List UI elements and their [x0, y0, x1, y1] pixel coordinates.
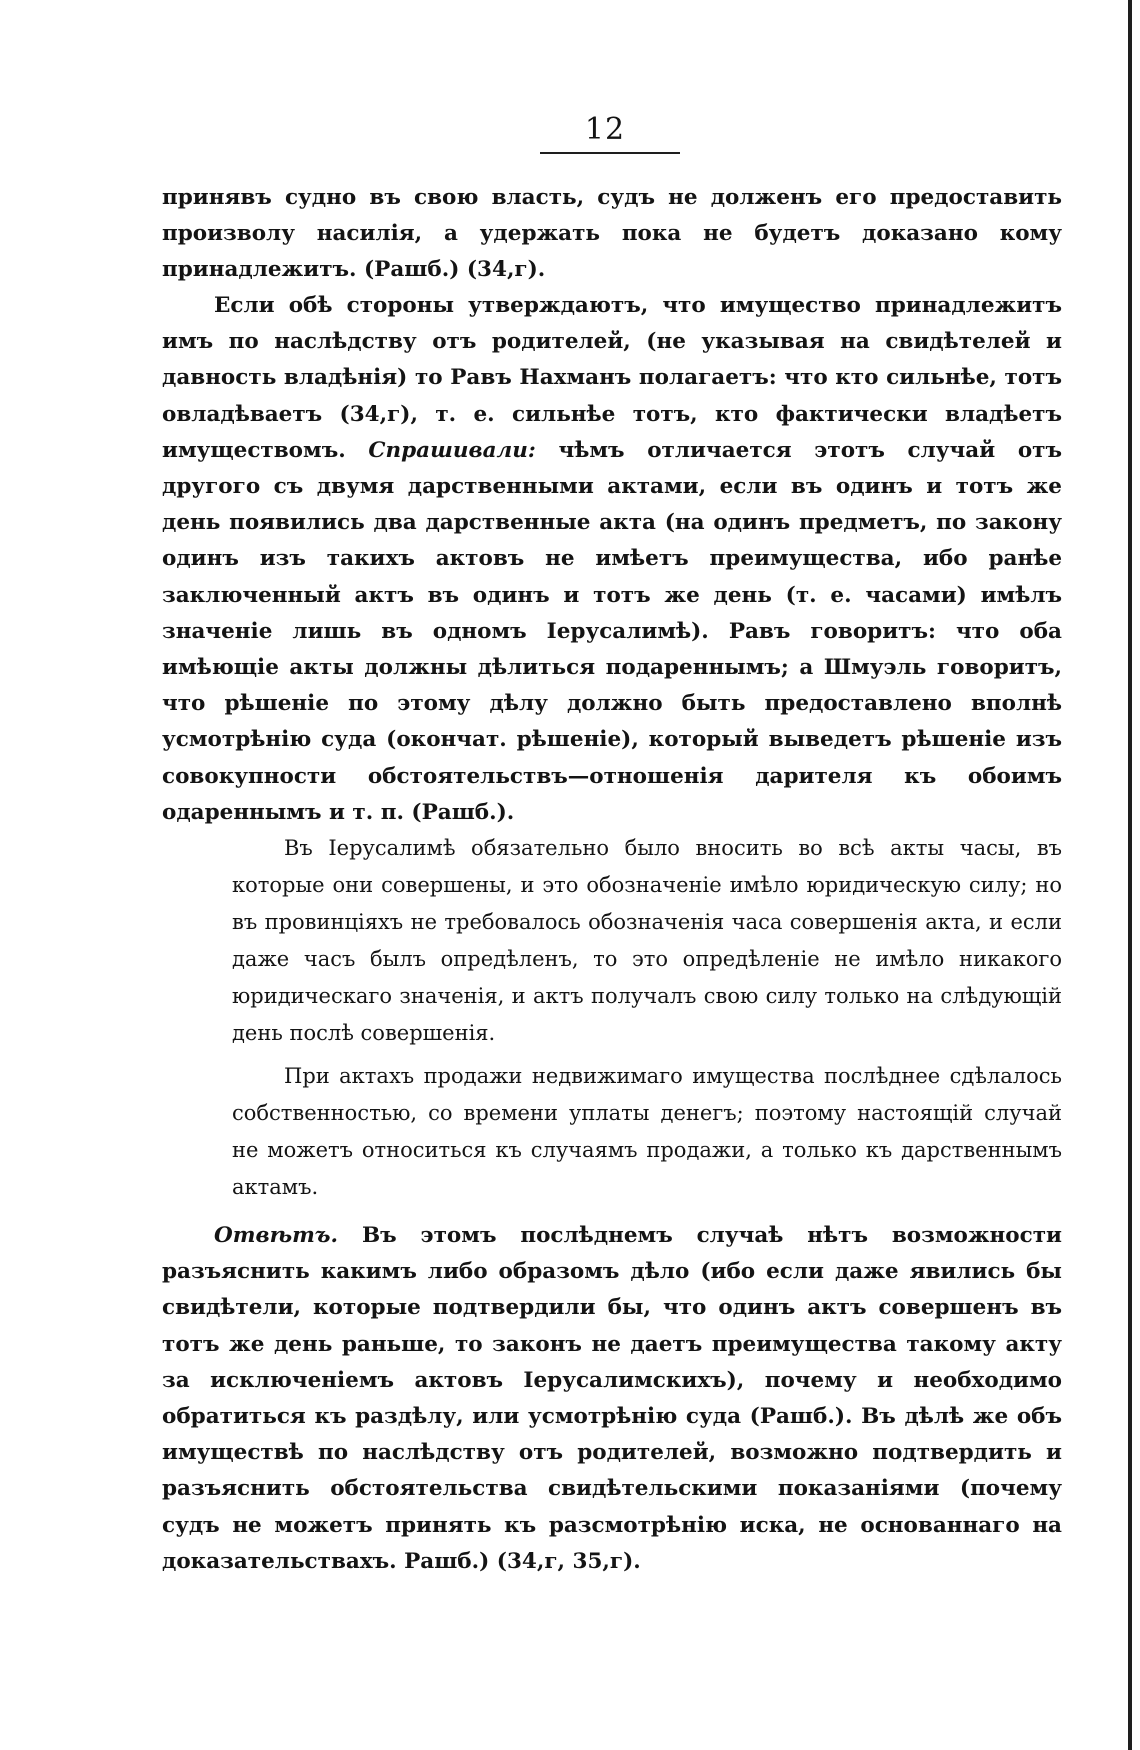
main-block — [162, 288, 1062, 831]
question-lead: Спрашивали: — [368, 437, 536, 463]
page-edge-line — [1128, 0, 1132, 1750]
answer-lead: Отвѣтъ. — [214, 1223, 339, 1248]
footnote-block — [232, 830, 1062, 1206]
continuation-paragraph: принявъ судно въ свою власть, судъ не долженъ его предоставить произволу насилія, а удержать пока не будетъ доказано кому принадлежитъ. (Рашб.) (34,г). — [162, 185, 1062, 283]
main-paragraph — [162, 288, 1062, 831]
page-number: 12 — [584, 112, 626, 147]
continuation-block — [162, 180, 1062, 289]
footnote-paragraph-2: При актахъ продажи недвижимаго имущества послѣднее сдѣлалось собственностью, со времени уплаты денегъ; поэтому настоящій случай не можетъ относиться къ случаямъ продажи, а только къ дарственнымъ актамъ. — [232, 1064, 1062, 1199]
answer-paragraph — [162, 1218, 1062, 1580]
main-paragraph-start: Если обѣ стороны утверждаютъ, что имущество принадлежитъ имъ по наслѣдству отъ родителей, (не указывая на свидѣтелей и давность владѣнія) то Равъ Нахманъ полагаетъ: что кто сильнѣе, тотъ овладѣваетъ (34,г), т. е. сильнѣе тотъ, кто фактически владѣетъ имуществомъ. — [162, 293, 1062, 463]
page-number-rule — [540, 152, 680, 154]
answer-body: Въ этомъ послѣднемъ случаѣ нѣтъ возможности разъяснить какимъ либо образомъ дѣло (ибо если даже явились бы свидѣтели, которые подтвердили бы, что одинъ актъ совершенъ въ тотъ же день раньше, то законъ не даетъ преимущества такому акту за исключеніемъ актовъ Іерусалимскихъ), почему и необходимо обратиться къ раздѣлу, или усмотрѣнію суда (Рашб.). Въ дѣлѣ же объ имуществѣ по наслѣдству отъ родителей, возможно подтвердить и разъяснить обстоятельства свидѣтельскими показаніями (почему судъ не можетъ принять къ разсмотрѣнію иска, не основаннаго на доказательствахъ. Рашб.) (34,г, 35,г). — [162, 1223, 1062, 1574]
main-paragraph-rest: чѣмъ отличается этотъ случай отъ другого съ двумя дарственными актами, если въ одинъ и тотъ же день появились два дарственные акта (на одинъ предметъ, по закону одинъ изъ такихъ актовъ не имѣетъ преимущества, ибо ранѣе заключенный актъ въ одинъ и тотъ же день (т. е. часами) имѣлъ значеніе лишь въ одномъ Іерусалимѣ). Равъ говоритъ: что оба имѣющіе акты должны дѣлиться подареннымъ; а Шмуэль говоритъ, что рѣшеніе по этому дѣлу должно быть предоставлено вполнѣ усмотрѣнію суда (окончат. рѣшеніе), который выведетъ рѣшеніе изъ совокупности обстоятельствъ—отношенія дарителя къ обоимъ одареннымъ и т. п. (Рашб.). — [162, 437, 1062, 825]
footnote-paragraph-1: Въ Іерусалимѣ обязательно было вносить во всѣ акты часы, въ которые они совершены, и это обозначеніе имѣло юридическую силу; но въ провинціяхъ не требовалось обозначенія часа совершенія акта, и если даже часъ былъ опредѣленъ, то это опредѣленіе не имѣло никакого юридическаго значенія, и актъ получалъ свою силу только на слѣдующій день послѣ совершенія. — [232, 836, 1062, 1045]
answer-block — [162, 1218, 1062, 1580]
